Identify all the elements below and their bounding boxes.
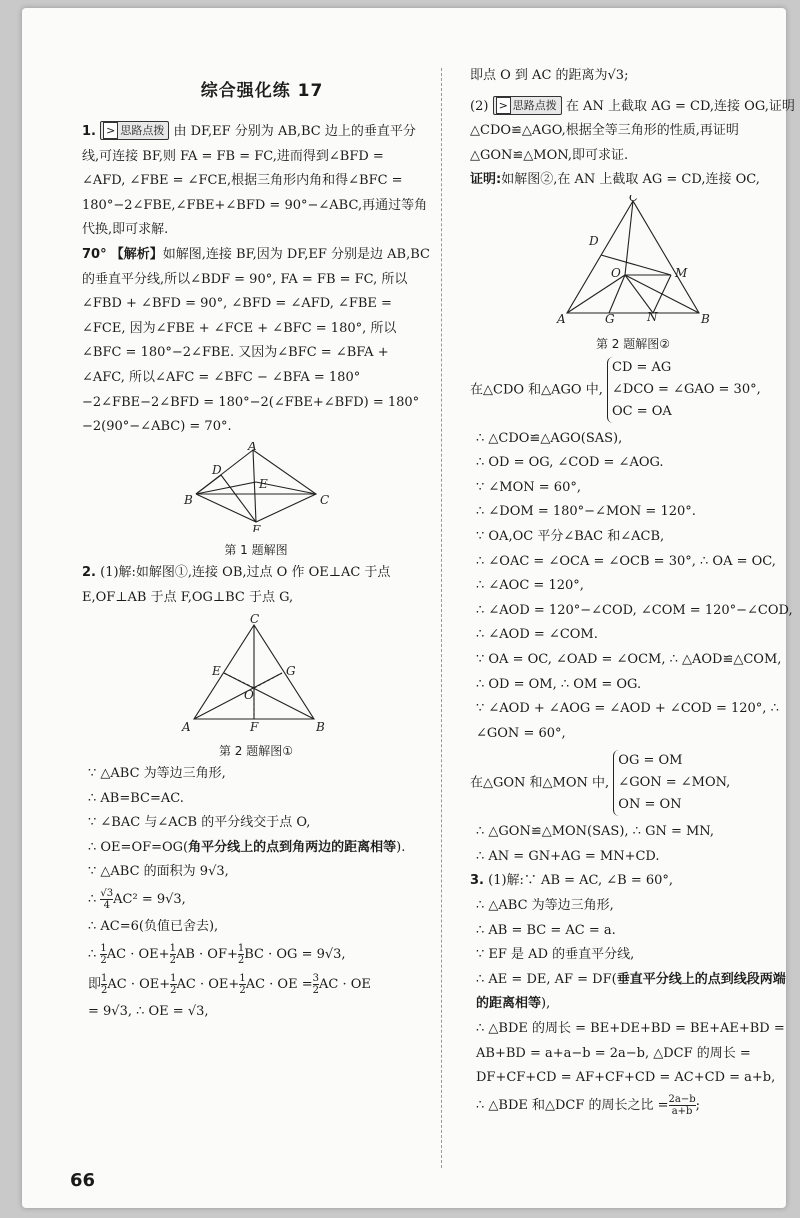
line-part: ∴ bbox=[88, 892, 97, 908]
hint-tag-label: 思路点拨 bbox=[512, 98, 557, 112]
q3-line bbox=[470, 869, 796, 894]
equation-system bbox=[613, 750, 730, 816]
hint-tag bbox=[493, 96, 562, 115]
line-part: AC² = 9√3, bbox=[113, 892, 186, 908]
label-g: G bbox=[605, 311, 615, 325]
fraction-denominator: 2 bbox=[170, 984, 177, 996]
question-number: 1. bbox=[82, 124, 96, 139]
figure-1 bbox=[82, 442, 430, 560]
label-d: D bbox=[212, 462, 222, 477]
line-part: ∴ △BDE 和△DCF 的周长之比 = bbox=[476, 1097, 669, 1113]
figure-3-caption: 第 2 题解图② bbox=[595, 336, 671, 351]
fraction-numerator: 3 bbox=[312, 972, 319, 984]
line: ∴ △BDE 的周长 = BE+DE+BD = BE+AE+BD = AB+BD = a+a−b = 2a−b, △DCF 的周长 = DF+CF+CD = AF+CF+CD = AC+CD = a+b, bbox=[476, 1021, 785, 1086]
equation: OG = OM bbox=[618, 753, 683, 769]
line-emphasis: 角平分线上的点到角两边的距离相等 bbox=[188, 839, 397, 855]
line: ∴ ∠AOD = ∠COM. bbox=[476, 627, 598, 643]
label-o: O bbox=[244, 687, 254, 702]
label-e: E bbox=[259, 476, 268, 491]
label-n: N bbox=[647, 309, 658, 324]
line bbox=[470, 968, 796, 1017]
line: ∴ ∠DOM = 180°−∠MON = 120°. bbox=[476, 504, 696, 520]
fraction-numerator: 1 bbox=[239, 972, 246, 984]
chevron-right-icon: > bbox=[496, 97, 511, 114]
equation: OC = OA bbox=[612, 403, 672, 419]
triangle-diagram-1 bbox=[176, 442, 336, 532]
line: ∵ △ABC 为等边三角形, bbox=[88, 766, 226, 782]
label-c: C bbox=[250, 612, 260, 626]
line bbox=[82, 940, 430, 970]
line-part: BC · OG = 9√3, bbox=[244, 946, 346, 962]
proof-intro-text: 如解图②,在 AN 上截取 AG = CD,连接 OC, bbox=[501, 172, 760, 188]
line-part: AB · OF+ bbox=[175, 946, 238, 962]
figure-2 bbox=[82, 613, 430, 761]
line: ∵ △ABC 的面积为 9√3, bbox=[88, 864, 229, 880]
column-divider bbox=[441, 68, 442, 1168]
label-o: O bbox=[611, 265, 621, 280]
system-1 bbox=[470, 357, 796, 423]
hint-tag-label: 思路点拨 bbox=[120, 124, 165, 137]
fraction-denominator: 2 bbox=[312, 984, 319, 996]
fraction-numerator: 2a−b bbox=[668, 1093, 696, 1105]
label-b: B bbox=[184, 492, 193, 507]
q2-intro bbox=[82, 561, 430, 610]
line-part: ; bbox=[695, 1097, 701, 1113]
line: ∴ △CDO≌△AGO(SAS), bbox=[476, 430, 623, 446]
q2-intro-text: (1)解:如解图①,连接 OB,过点 O 作 OE⊥AC 于点 E,OF⊥AB 于点 F,OG⊥BC 于点 G, bbox=[82, 565, 391, 605]
line: ∴ ∠AOC = 120°, bbox=[476, 578, 584, 594]
label-c: C bbox=[320, 492, 330, 507]
fraction bbox=[669, 1094, 696, 1117]
chevron-right-icon: > bbox=[103, 122, 118, 139]
q1-hint bbox=[82, 120, 430, 243]
line bbox=[82, 836, 430, 861]
line-part: ), bbox=[541, 996, 551, 1012]
line-part: ). bbox=[396, 839, 406, 855]
line: ∵ OA,OC 平分∠BAC 和∠ACB, bbox=[476, 528, 665, 544]
question-number: 3. bbox=[470, 873, 484, 889]
line-part: ∴ bbox=[88, 946, 97, 962]
line: ∴ AN = GN+AG = MN+CD. bbox=[476, 848, 660, 864]
line: ∵ ∠BAC 与∠ACB 的平分线交于点 O, bbox=[88, 815, 311, 831]
figure-2-caption: 第 2 题解图① bbox=[218, 744, 294, 759]
equation: CD = AG bbox=[612, 359, 672, 375]
label-m: M bbox=[675, 265, 688, 280]
figure-1-caption: 第 1 题解图 bbox=[224, 543, 288, 558]
fraction-denominator: 2 bbox=[101, 984, 108, 996]
line: ∴ AB=BC=AC. bbox=[88, 790, 184, 806]
line-part: AC · OE+ bbox=[106, 946, 170, 962]
line-part: AC · OE+ bbox=[176, 976, 240, 992]
right-column bbox=[470, 64, 796, 1121]
fraction bbox=[100, 888, 113, 911]
proof-intro bbox=[470, 168, 796, 193]
fraction-numerator: 1 bbox=[100, 942, 107, 954]
line: = 9√3, ∴ OE = √3, bbox=[88, 1003, 209, 1019]
label-a: A bbox=[248, 441, 257, 453]
line-part: (1)解:∵ AB = AC, ∠B = 60°, bbox=[488, 873, 674, 889]
triangle-diagram-2 bbox=[176, 613, 336, 733]
line: ∴ △ABC 为等边三角形, bbox=[476, 898, 614, 914]
label-a: A bbox=[182, 719, 191, 733]
q1-hint-text: 由 DF,EF 分别为 AB,BC 边上的垂直平分线,可连接 BF,则 FA = FB = FC,进而得到∠BFD = ∠AFD, ∠FBE = ∠FCE,根据三角形内角和得∠BFC = 180°−2∠FBE,∠FBE+∠BFD = 90°−∠ABC,再通过等角代换,即可求解. bbox=[82, 124, 428, 238]
fraction-denominator: a+b bbox=[671, 1105, 693, 1117]
label-e: E bbox=[212, 663, 221, 678]
equation: ∠GON = ∠MON, bbox=[618, 775, 731, 791]
q2-part2-hint bbox=[470, 95, 796, 169]
fraction-denominator: 2 bbox=[169, 954, 176, 966]
label-g: G bbox=[286, 663, 296, 678]
line bbox=[82, 885, 430, 915]
label-f: F bbox=[250, 719, 259, 733]
label-f: F bbox=[252, 522, 261, 532]
label-b: B bbox=[316, 719, 325, 733]
label-d: D bbox=[589, 233, 599, 248]
page-number: 66 bbox=[70, 1170, 96, 1191]
fraction-numerator: 1 bbox=[101, 972, 108, 984]
left-column bbox=[82, 120, 430, 1024]
label-b: B bbox=[701, 311, 710, 325]
equation: ∠DCO = ∠GAO = 30°, bbox=[612, 381, 761, 397]
line-part: AC · OE+ bbox=[107, 976, 171, 992]
line: ∴ AB = BC = AC = a. bbox=[476, 922, 616, 938]
fraction-numerator: √3 bbox=[100, 888, 114, 900]
hint-tag bbox=[100, 121, 169, 140]
label-c: C bbox=[629, 194, 639, 204]
line: ∴ OD = OM, ∴ OM = OG. bbox=[476, 676, 642, 692]
q1-answer-label: 【解析】 bbox=[110, 246, 163, 262]
line: 即点 O 到 AC 的距离为√3; bbox=[470, 68, 629, 83]
q1-answer bbox=[82, 243, 430, 440]
line: ∵ EF 是 AD 的垂直平分线, bbox=[476, 947, 635, 963]
system-prefix: 在△CDO 和△AGO 中, bbox=[470, 382, 603, 398]
line: ∵ ∠AOD + ∠AOG = ∠AOD + ∠COD = 120°, ∴ ∠GON = 60°, bbox=[476, 701, 779, 741]
line: ∴ OD = OG, ∠COD = ∠AOG. bbox=[476, 455, 664, 471]
system-2 bbox=[470, 750, 796, 816]
system-prefix: 在△GON 和△MON 中, bbox=[470, 775, 610, 791]
line: ∵ OA = OC, ∠OAD = ∠OCM, ∴ △AOD≌△COM, bbox=[476, 651, 782, 667]
label-a: A bbox=[557, 311, 566, 325]
line: ∴ ∠OAC = ∠OCA = ∠OCB = 30°, ∴ OA = OC, bbox=[476, 553, 776, 569]
page bbox=[22, 8, 795, 1208]
line: ∴ AC=6(负值已舍去), bbox=[88, 919, 219, 935]
line: ∴ △GON≌△MON(SAS), ∴ GN = MN, bbox=[476, 824, 714, 840]
fraction-denominator: 2 bbox=[237, 954, 245, 966]
line bbox=[470, 1091, 796, 1121]
line-part: 即 bbox=[88, 976, 102, 992]
fraction-denominator: 4 bbox=[103, 900, 110, 912]
fraction-numerator: 1 bbox=[237, 942, 245, 954]
equation-system bbox=[607, 357, 761, 423]
equation: ON = ON bbox=[618, 797, 682, 813]
fraction-numerator: 1 bbox=[169, 942, 176, 954]
fraction-denominator: 2 bbox=[239, 984, 246, 996]
q1-answer-value: 70° bbox=[82, 246, 107, 262]
fraction-denominator: 2 bbox=[100, 954, 107, 966]
proof-label: 证明: bbox=[470, 172, 502, 188]
line-part: AC · OE = bbox=[245, 976, 313, 992]
line-part: (2) bbox=[470, 98, 489, 114]
fraction-numerator: 1 bbox=[170, 972, 177, 984]
q2-part2-hint-text: 在 AN 上截取 AG = CD,连接 OG,证明△CDO≌△AGO,根据全等三角形的性质,再证明△GON≌△MON,即可求证. bbox=[470, 98, 795, 163]
line: ∵ ∠MON = 60°, bbox=[476, 479, 581, 495]
line-part: AC · OE bbox=[318, 976, 371, 992]
line-emphasis: 垂直平分线上的点到线段两端的距离相等 bbox=[476, 971, 786, 1012]
line-part: ∴ AE = DE, AF = DF( bbox=[476, 971, 617, 987]
line-part: ∴ OE=OF=OG( bbox=[88, 839, 189, 855]
figure-3 bbox=[470, 195, 796, 353]
q1-answer-text: 如解图,连接 BF,因为 DF,EF 分别是边 AB,BC 的垂直平分线,所以∠BDF = 90°, FA = FB = FC, 所以∠FBD + ∠BFD = 90°, ∠BFD = ∠AFD, ∠FBE = ∠FCE, 因为∠FBE + ∠FCE + ∠BFC = 180°, 所以∠BFC = 180°−2∠FBE. 又因为∠BFC = ∠BFA + ∠AFC, 所以∠AFC = ∠BFC − ∠BFA = 180°−2∠FBE−2∠BFD = 180°−2(∠FBE+∠BFD) = 180°−2(90°−∠ABC) = 70°. bbox=[82, 246, 430, 435]
page-title: 综合强化练 17 bbox=[200, 81, 324, 101]
line: ∴ ∠AOD = 120°−∠COD, ∠COM = 120°−∠COD, bbox=[476, 602, 793, 618]
question-number: 2. bbox=[82, 565, 96, 581]
line bbox=[82, 970, 430, 1000]
triangle-diagram-3 bbox=[553, 195, 713, 325]
